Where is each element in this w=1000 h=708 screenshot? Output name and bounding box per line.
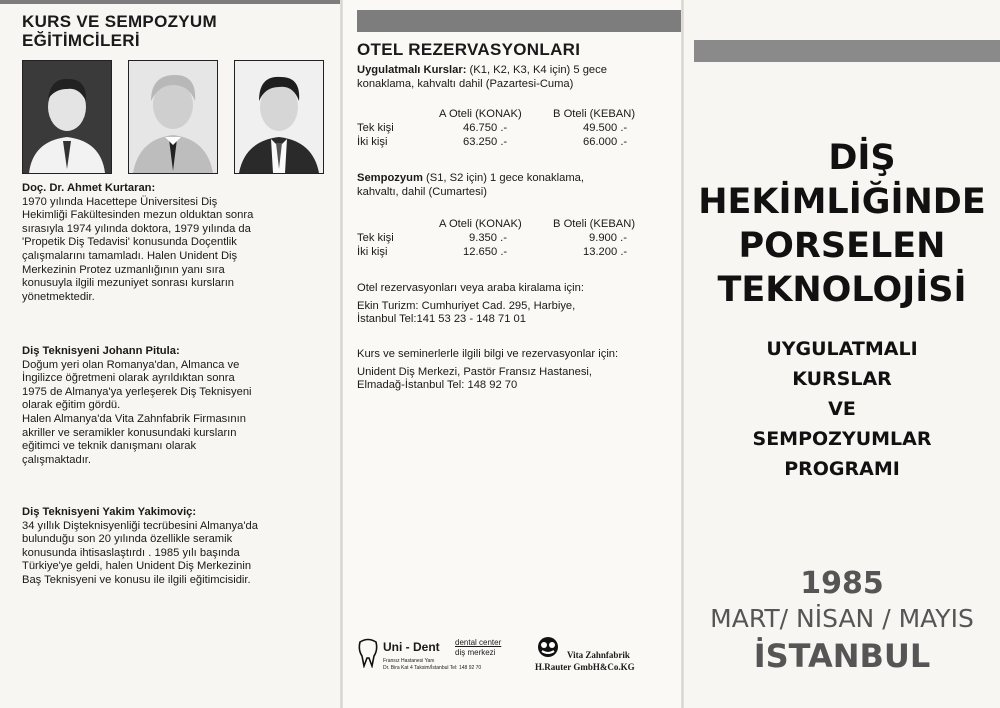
ekin-line-2: İstanbul Tel:141 53 23 - 148 71 01 — [357, 313, 526, 326]
bio-johann-pitula — [22, 345, 327, 467]
bio-line: Halen Almanya'da Vita Zahnfabrik Firmasının — [22, 412, 246, 425]
bio-line: konusuyla ilgili mezuniyet sonrası kursların — [22, 277, 235, 290]
bio-line: sırasıyla 1974 yılında doktora, 1979 yılında da — [22, 222, 251, 235]
bio-line: 34 yıllık Dişteknisyenliği tecrübesini Almanya'da — [22, 519, 258, 532]
cover-subtitle-line3: VE — [828, 398, 856, 420]
tooth-icon — [357, 638, 379, 668]
price-hotel-a: 63.250 .- — [463, 136, 508, 148]
photo-yakim-yakimovic — [234, 60, 324, 174]
left-top-rule — [0, 0, 340, 4]
price-row-label: Tek kişi — [357, 232, 394, 244]
courses-text: (K1, K2, K3, K4 için) 5 gece — [469, 64, 607, 76]
hotel-a-header: A Oteli (KONAK) — [439, 108, 522, 120]
unident-logo-small2: Dr. Bira Kat 4 Taksim/İstanbul Tel: 148 92 70 — [383, 665, 482, 671]
cover-title-line1: DİŞ — [828, 138, 896, 178]
unident-line-1: Unident Diş Merkezi, Pastör Fransız Hastanesi, — [357, 365, 593, 378]
bio-line: Doğum yeri olan Romanya'dan, Almanca ve — [22, 358, 240, 371]
hotel-b-header: B Oteli (KEBAN) — [553, 218, 636, 230]
bio-line: 'Propetik Diş Tedavisi' konusunda Doçentlik — [22, 236, 237, 249]
photo-johann-pitula — [128, 60, 218, 174]
vita-logo-text: Vita Zahnfabrik — [567, 650, 630, 660]
educators-heading — [22, 12, 217, 50]
cover-year: 1985 — [800, 566, 884, 601]
price-hotel-a: 12.650 .- — [463, 246, 508, 258]
price-table-symposium — [357, 218, 675, 260]
courses-label: Uygulatmalı Kurslar: — [357, 64, 467, 76]
middle-panel — [343, 0, 681, 708]
left-panel — [0, 0, 340, 708]
cover-subtitle — [684, 334, 1000, 484]
bio-line: akriller ve seramikler konusundaki kursların — [22, 426, 237, 439]
cover-title-line4: TEKNOLOJİSİ — [717, 270, 967, 310]
bio-line: konusunda ihtisaslaştırdı . 1985 yılı başında — [22, 546, 240, 559]
hotel-heading: OTEL REZERVASYONLARI — [357, 40, 581, 59]
price-row-label: Tek kişi — [357, 122, 394, 134]
unident-logo-text: Uni - Dent — [383, 640, 440, 654]
unident-logo-sub1: dental center — [455, 638, 502, 647]
bio-line: çalışmaktadır. — [22, 453, 92, 466]
price-row-label: İki kişi — [357, 136, 388, 148]
photo-ahmet-kurtaran — [22, 60, 112, 174]
bio-line: 1975 de Almanya'ya yerleşerek Diş Teknisyeni — [22, 385, 252, 398]
price-hotel-b: 66.000 .- — [583, 136, 628, 148]
price-table-header — [357, 108, 675, 122]
price-hotel-a: 9.350 .- — [469, 232, 507, 244]
educators-heading-line2: EĞİTİMCİLERİ — [22, 31, 140, 50]
cover-title-line3: PORSELEN — [738, 226, 946, 266]
courses-text-2: konaklama, kahvaltı dahil (Pazartesi-Cuma) — [357, 77, 574, 90]
price-hotel-b: 49.500 .- — [583, 122, 628, 134]
symposium-text-2: kahvaltı, dahil (Cumartesi) — [357, 185, 487, 198]
bio-line: olarak eğitim gördü. — [22, 399, 121, 412]
price-row — [357, 246, 675, 260]
bio-ahmet-kurtaran — [22, 182, 327, 304]
educator-photos — [22, 60, 324, 174]
bio-line: Türkiye'ye geldi, halen Unident Diş Merkezinin — [22, 560, 252, 573]
cover-city: İSTANBUL — [753, 637, 931, 675]
price-table-header — [357, 218, 675, 232]
price-row — [357, 232, 675, 246]
bio-name: Doç. Dr. Ahmet Kurtaran: — [22, 182, 156, 194]
bio-line: Baş Teknisyeni ve konusu ile ilgili eğitimcisidir. — [22, 573, 251, 586]
cover-top-bar — [694, 40, 1000, 62]
cover-subtitle-line4: SEMPOZYUMLAR — [752, 428, 932, 450]
vita-logo — [535, 636, 561, 660]
cover-subtitle-line2: KURSLAR — [792, 368, 892, 390]
vita-emblem-icon — [535, 636, 561, 658]
bio-line: İngilizce öğretmeni olarak ayrıldıktan sonra — [22, 372, 235, 385]
sponsor-logos — [357, 636, 677, 682]
hotel-b-header: B Oteli (KEBAN) — [553, 108, 636, 120]
bio-line: yönetmektedir. — [22, 290, 95, 303]
bio-name: Diş Teknisyeni Yakim Yakimoviç: — [22, 506, 197, 518]
cover-title — [684, 136, 1000, 312]
bio-yakim-yakimovic — [22, 506, 327, 588]
bio-line: çalışmalarını tamamladı. Halen Unident Diş — [22, 249, 238, 262]
symposium-label: Sempozyum — [357, 172, 423, 184]
unident-line-2: Elmadağ-İstanbul Tel: 148 92 70 — [357, 379, 518, 392]
bio-line: Merkezinin Protez uzmanlığının yanı sıra — [22, 263, 225, 276]
unident-logo-small1: Fransız Hastanesi Yanı — [383, 658, 435, 664]
rental-line: Otel rezervasyonları veya araba kiralama için: — [357, 282, 584, 294]
cover-panel — [684, 0, 1000, 708]
middle-top-bar — [357, 10, 681, 32]
bio-line: eğitimci ve teknik danışmanı olarak — [22, 440, 197, 453]
bio-line: 1970 yılında Hacettepe Üniversitesi Diş — [22, 195, 218, 208]
bio-line: bulunduğu son 20 yılında özellikle seramik — [22, 533, 233, 546]
price-table-courses — [357, 108, 675, 150]
cover-title-line2: HEKİMLİĞİNDE — [698, 182, 986, 222]
cover-subtitle-line1: UYGULATMALI — [766, 338, 918, 360]
symposium-text: (S1, S2 için) 1 gece konaklama, — [426, 172, 584, 184]
price-row — [357, 122, 675, 136]
unident-logo — [357, 638, 379, 670]
bio-line: Hekimliği Fakültesinden mezun olduktan sonra — [22, 209, 254, 222]
price-hotel-b: 13.200 .- — [583, 246, 628, 258]
rauter-logo-text: H.Rauter GmbH&Co.KG — [535, 662, 635, 672]
ekin-line-1: Ekin Turizm: Cumhuriyet Cad. 295, Harbiye, — [357, 299, 576, 312]
courses-description — [357, 64, 675, 91]
hotel-a-header: A Oteli (KONAK) — [439, 218, 522, 230]
unident-logo-sub2: diş merkezi — [455, 648, 496, 657]
educators-heading-line1: KURS VE SEMPOZYUM — [22, 12, 217, 31]
symposium-description — [357, 172, 675, 199]
price-hotel-a: 46.750 .- — [463, 122, 508, 134]
info-line: Kurs ve seminerlerle ilgili bilgi ve rezervasyonlar için: — [357, 348, 619, 360]
cover-months: MART/ NİSAN / MAYIS — [710, 604, 974, 633]
price-row — [357, 136, 675, 150]
contact-unident — [357, 348, 679, 393]
contact-ekin — [357, 282, 679, 327]
bio-name: Diş Teknisyeni Johann Pitula: — [22, 345, 180, 357]
price-hotel-b: 9.900 .- — [589, 232, 627, 244]
cover-subtitle-line5: PROGRAMI — [784, 458, 900, 480]
price-row-label: İki kişi — [357, 246, 388, 258]
